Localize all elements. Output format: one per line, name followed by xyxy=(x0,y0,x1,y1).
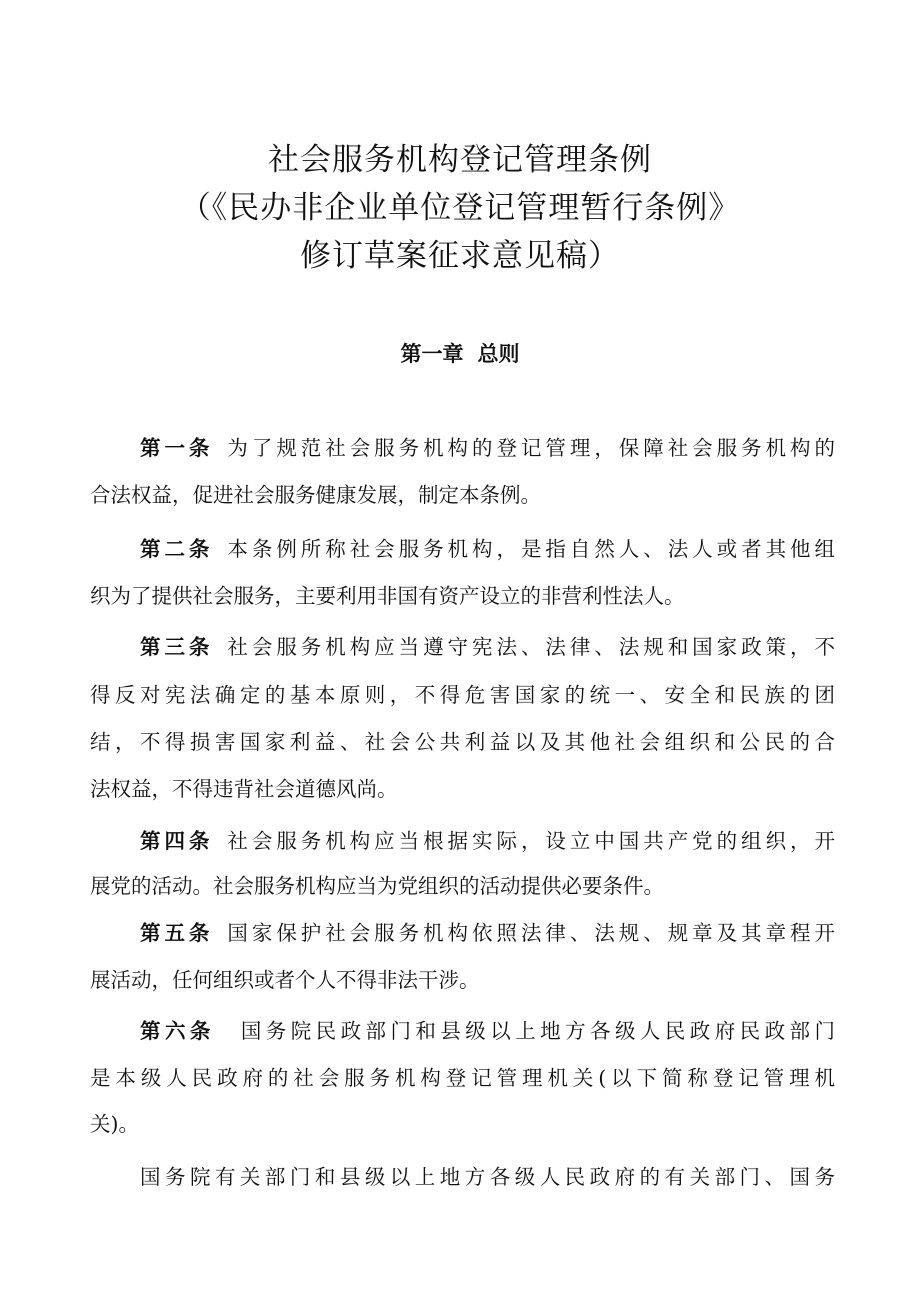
article-5-text: 国家保护社会服务机构依照法律、法规、规章及其章程开 xyxy=(227,921,836,945)
article-2-text: 本条例所称社会服务机构，是指自然人、法人或者其他组 xyxy=(227,537,836,561)
article-1-label: 第一条 xyxy=(140,436,214,460)
article-2-label: 第二条 xyxy=(140,537,214,561)
article-2-line-1 xyxy=(140,529,835,569)
article-4-line-2: 展党的活动。社会服务机构应当为党组织的活动提供必要条件。 xyxy=(90,874,664,898)
article-5-line-1 xyxy=(140,913,835,953)
article-3-line-4: 法权益，不得违背社会道德风尚。 xyxy=(90,777,398,801)
chapter-number: 第一章 xyxy=(400,342,464,366)
document-title-line-1: 社会服务机构登记管理条例 xyxy=(268,142,652,178)
article-6-line-3: 关)。 xyxy=(90,1112,139,1136)
article-4-line-1 xyxy=(140,821,835,861)
document-title-line-3: 修订草案征求意见稿） xyxy=(300,238,620,274)
article-3-text: 社会服务机构应当遵守宪法、法律、法规和国家政策，不 xyxy=(227,635,836,659)
article-3-line-2: 得反对宪法确定的基本原则，不得危害国家的统一、安全和民族的团 xyxy=(90,683,835,707)
article-2-line-2: 织为了提供社会服务，主要利用非国有资产设立的非营利性法人。 xyxy=(90,584,685,608)
article-3-line-1 xyxy=(140,627,835,667)
article-6-line-2: 是本级人民政府的社会服务机构登记管理机关(以下简称登记管理机 xyxy=(90,1066,835,1090)
article-6-text: 国务院民政部门和县级以上地方各级人民政府民政部门 xyxy=(240,1019,835,1043)
article-3-line-3: 结，不得损害国家利益、社会公共利益以及其他社会组织和公民的合 xyxy=(90,730,835,754)
article-1-line-2: 合法权益，促进社会服务健康发展，制定本条例。 xyxy=(90,483,541,507)
chapter-name: 总则 xyxy=(477,342,520,366)
article-1-text: 为了规范社会服务机构的登记管理，保障社会服务机构的 xyxy=(227,436,836,460)
document-title-line-2: （《民办非企业单位登记管理暂行条例》 xyxy=(179,190,741,226)
article-4-text: 社会服务机构应当根据实际，设立中国共产党的组织，开 xyxy=(227,829,836,853)
article-6-line-1 xyxy=(140,1011,835,1051)
chapter-heading xyxy=(0,336,920,372)
article-5-line-2: 展活动，任何组织或者个人不得非法干涉。 xyxy=(90,968,480,992)
article-5-label: 第五条 xyxy=(140,921,214,945)
article-6-label: 第六条 xyxy=(140,1019,215,1043)
continuation-paragraph: 国务院有关部门和县级以上地方各级人民政府的有关部门、国务 xyxy=(140,1165,835,1189)
article-1-line-1 xyxy=(140,428,835,468)
article-3-label: 第三条 xyxy=(140,635,214,659)
article-4-label: 第四条 xyxy=(140,829,214,853)
